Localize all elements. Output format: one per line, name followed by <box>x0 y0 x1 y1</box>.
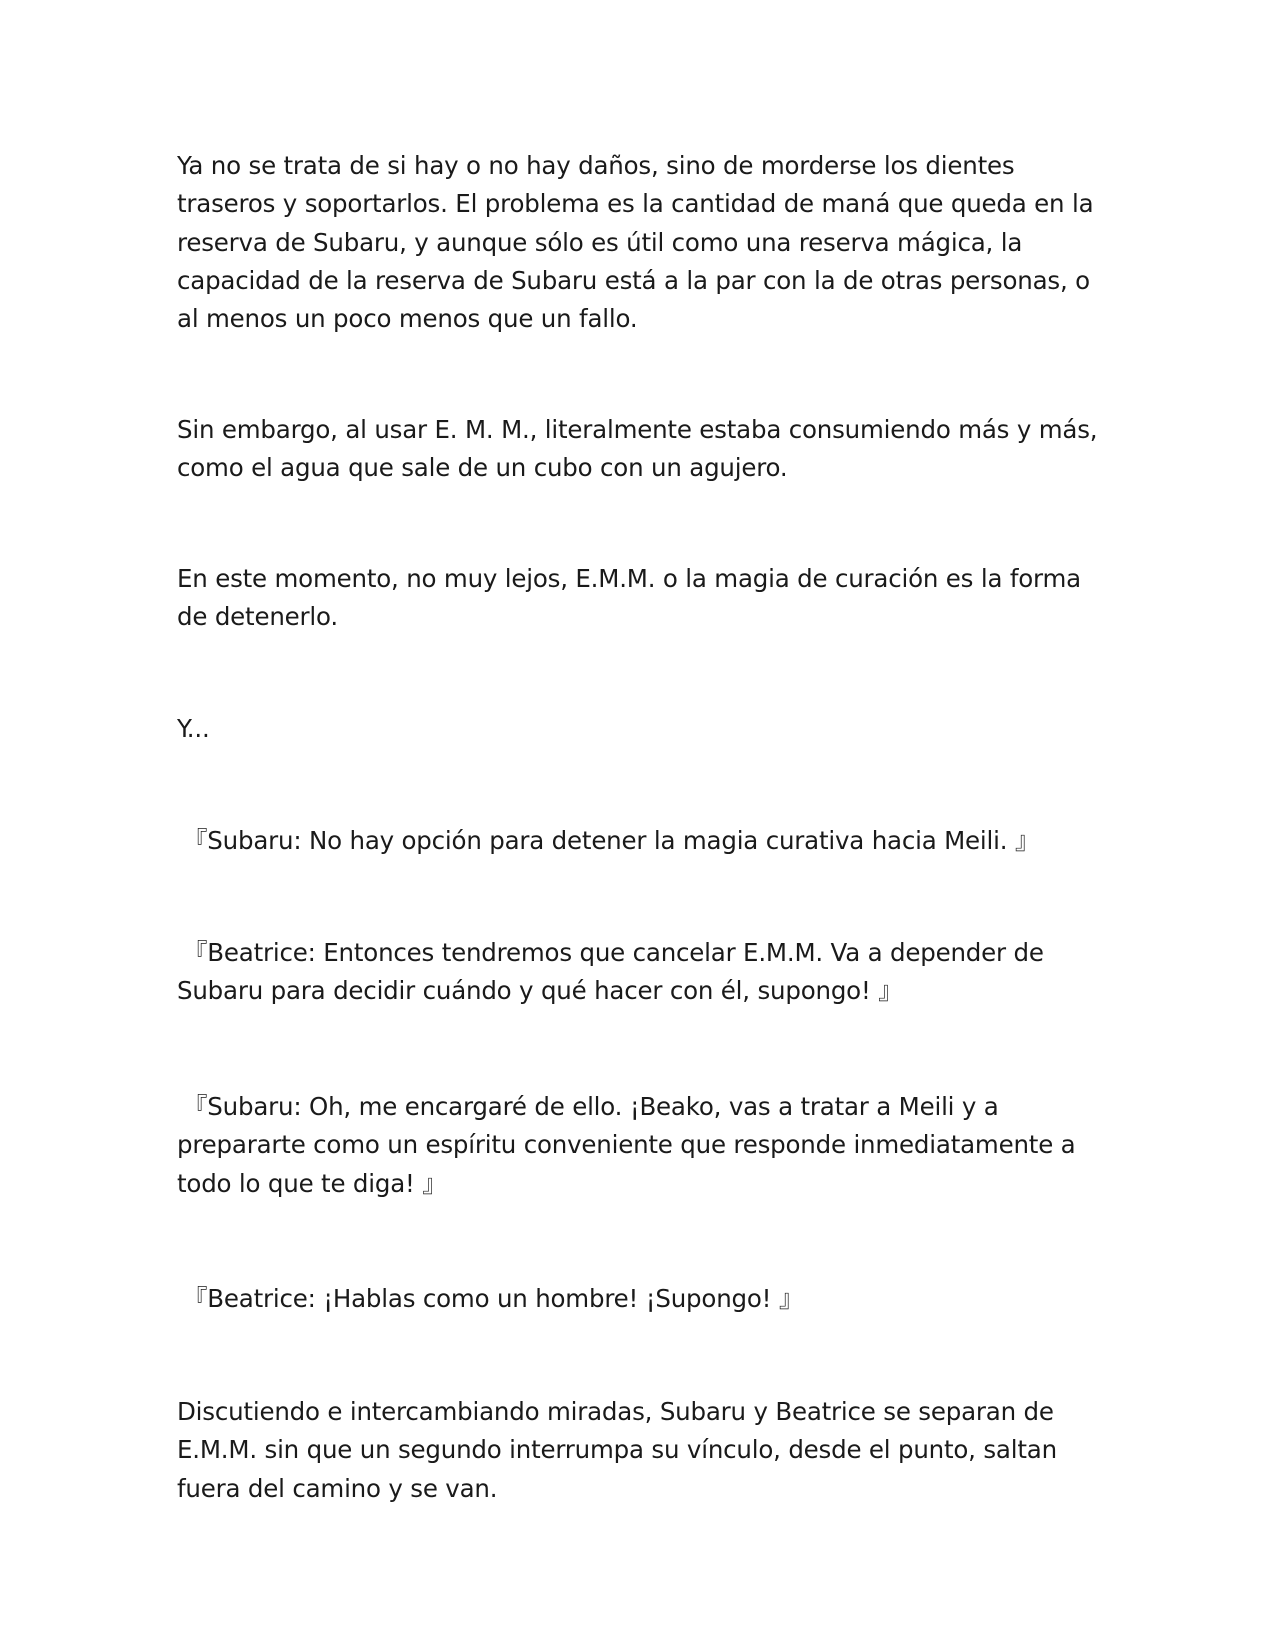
dialogue-line-subaru: 『Subaru: No hay opción para detener la magia curativa hacia Meili. 』 <box>183 826 1040 855</box>
narration-paragraph: Discutiendo e intercambiando miradas, Subaru y Beatrice se separan de E.M.M. sin que un segundo interrumpa su vínculo, desde el punto, saltan fuera del camino y se van. <box>177 1397 1057 1503</box>
dialogue-line-beatrice: 『Beatrice: ¡Hablas como un hombre! ¡Supongo! 』 <box>183 1284 804 1313</box>
dialogue-line-beatrice: 『Beatrice: Entonces tendremos que cancelar E.M.M. Va a depender de Subaru para decidir cuándo y qué hacer con él, supongo! 』 <box>177 938 1044 1006</box>
narration-paragraph: En este momento, no muy lejos, E.M.M. o la magia de curación es la forma de detenerlo. <box>177 564 1081 632</box>
narration-paragraph: Sin embargo, al usar E. M. M., literalmente estaba consumiendo más y más, como el agua que sale de un cubo con un agujero. <box>177 415 1098 483</box>
dialogue-line-subaru: 『Subaru: Oh, me encargaré de ello. ¡Beako, vas a tratar a Meili y a prepararte como un espíritu conveniente que responde inmediatamente a todo lo que te diga! 』 <box>177 1092 1076 1198</box>
narration-paragraph: Y... <box>177 714 210 743</box>
narration-paragraph: Ya no se trata de si hay o no hay daños, sino de morderse los dientes traseros y soportarlos. El problema es la cantidad de maná que queda en la reserva de Subaru, y aunque sólo es útil como una reserva mágica, la capacidad de la reserva de Subaru está a la par con la de otras personas, o al menos un poco menos que un fallo. <box>177 151 1094 334</box>
